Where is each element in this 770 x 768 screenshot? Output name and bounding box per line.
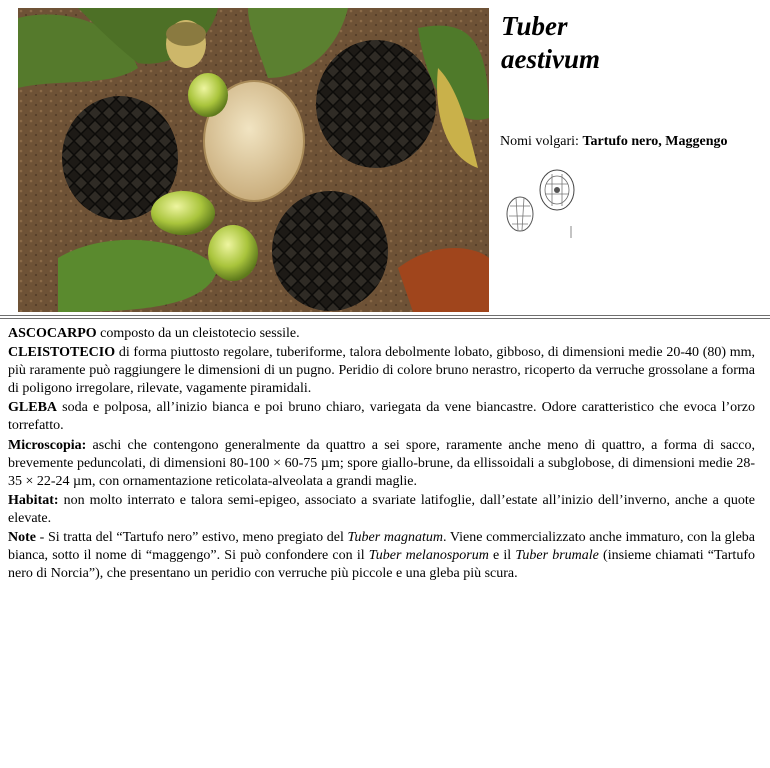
title-species: aestivum — [501, 44, 600, 74]
desc-text: soda e polposa, all’inizio bianca e poi bruno chiaro, variegata da vene biancastre. Odore caratteristico che evoca l’orzo torrefatto. — [8, 400, 755, 434]
note-text: . Viene commercializzato anche immaturo, con la gleba bianca, sotto il nome di “maggengo”. Si può confondere con il — [8, 530, 755, 564]
desc-term: CLEISTOTECIO — [8, 345, 116, 361]
common-names-label: Nomi volgari: — [500, 134, 583, 149]
desc-term: GLEBA — [8, 400, 58, 416]
desc-text: composto da un cleistotecio sessile. — [96, 326, 300, 341]
common-names — [500, 134, 728, 150]
section-divider — [0, 315, 770, 319]
desc-text: di forma piuttosto regolare, tuberiforme, talora debolmente lobato, gibboso, di dimensioni medie 20-40 (80) mm, più raramente può raggiungere le dimensioni di un pugno. Peridio di colore bruno nerastro, ricoperto da verruche grossolane a forma di poligono irregolare, rilevate, vagamente piramidali. — [8, 345, 755, 397]
desc-text: aschi che contengono generalmente da quattro a sei spore, raramente anche meno di quattro, a forma di sacco, brevemente peduncolati, di dimensioni 80-100 × 60-75 µm; spore giallo-brune, da ellissoidali a subglobose, di dimensioni medie 28-35 × 22-24 µm, con ornamentazione reticolata-alveolata a grandi maglie. — [8, 437, 755, 489]
description — [8, 325, 755, 584]
desc-habitat — [8, 492, 755, 528]
desc-term: Microscopia: — [8, 437, 87, 453]
desc-term: Habitat: — [8, 492, 59, 508]
note-text: (insieme chiamati “Tartufo nero di Norcia”), che presentano un peridio con verruche più piccole e una gleba più scura. — [8, 548, 755, 582]
desc-text: non molto interrato e talora semi-epigeo, associato a svariate latifoglie, dall’estate all’inizio dell’inverno, anche a quote elevate. — [8, 492, 755, 526]
spore-sketch — [500, 166, 580, 240]
desc-ascocarpo — [8, 325, 755, 343]
desc-note — [8, 529, 755, 583]
note-text: - Si tratta del “Tartufo nero” estivo, meno pregiato del — [36, 530, 348, 546]
desc-gleba — [8, 399, 755, 435]
note-species: Tuber brumale — [515, 548, 599, 564]
note-species: Tuber melanosporum — [368, 548, 489, 564]
common-names-value: Tartufo nero, Maggengo — [582, 134, 728, 149]
desc-cleistotecio — [8, 344, 755, 398]
desc-term: ASCOCARPO — [8, 326, 97, 341]
note-term: Note — [8, 530, 36, 546]
note-text: e il — [488, 548, 516, 564]
desc-microscopia — [8, 437, 755, 491]
note-species: Tuber magnatum — [347, 530, 443, 546]
species-title — [501, 10, 600, 76]
title-genus: Tuber — [501, 11, 568, 41]
truffle-photo — [18, 8, 489, 312]
